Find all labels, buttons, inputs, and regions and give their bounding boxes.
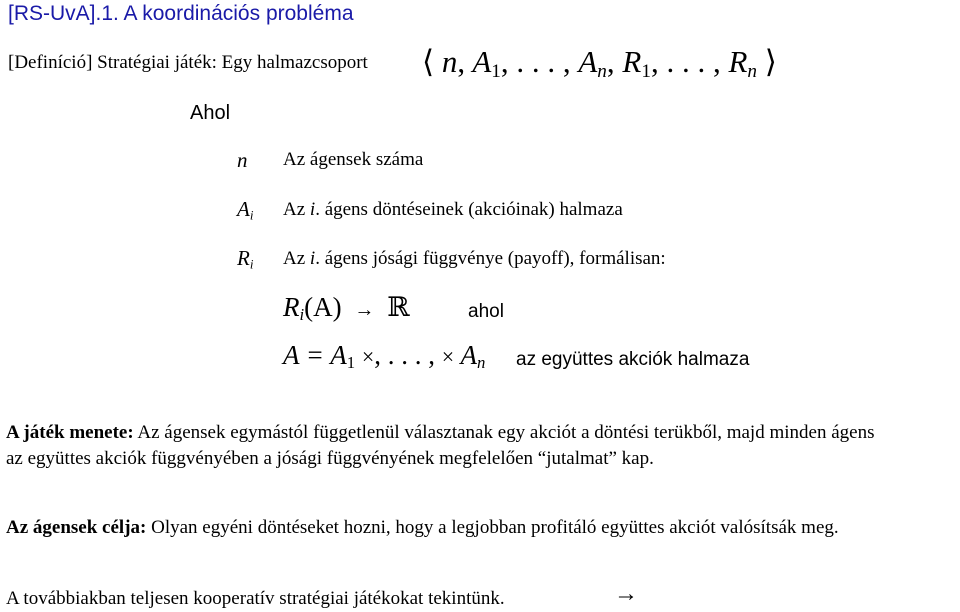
symbol-n: n <box>237 148 248 172</box>
joint-action-formula: $A = A_1$ ×, . . . , × $A_n$ <box>283 340 486 373</box>
strategic-game-tuple: ⟨ n, $A_1$, . . . , $A_n$, $R_1$, . . . , $R_n$ ⟩ <box>422 44 777 82</box>
symbol-n-description: Az ágensek száma <box>283 149 424 170</box>
game-flow-line-1: A játék menete: Az ágensek egymástól függetlenül választanak egy akciót a döntési terükből, majd minden ágens <box>6 422 875 443</box>
game-flow-line-2: az együttes akciók függvényében a jósági függvényének megfelelően “jutalmat” kap. <box>6 448 654 469</box>
joint-action-label: az együttes akciók halmaza <box>516 349 750 370</box>
goal-label: Az ágensek célja: <box>6 517 147 538</box>
symbol-r-i-description: Az i. ágens jósági függvénye (payoff), formálisan: <box>283 248 666 269</box>
page-title: [RS-UvA].1. A koordinációs probléma <box>8 2 354 25</box>
definition-row <box>8 52 368 74</box>
where-label: Ahol <box>190 102 231 124</box>
formula-ahol-label: ahol <box>468 301 504 322</box>
definition-label: [Definíció] <box>8 52 93 73</box>
definition-text: Stratégiai játék: Egy halmazcsoport <box>97 52 368 73</box>
symbol-a-i: $A_i$ <box>237 197 254 223</box>
symbol-a-i-description: Az i. ágens döntéseinek (akcióinak) halmaza <box>283 199 623 220</box>
next-arrow-icon[interactable]: → <box>614 581 638 607</box>
symbol-r-i: $R_i$ <box>237 246 254 272</box>
game-flow-label: A játék menete: <box>6 422 134 443</box>
goal-paragraph: Az ágensek célja: Olyan egyéni döntéseket hozni, hogy a legjobban profitáló együttes akciót valósítsák meg. <box>6 517 839 538</box>
footer-text: A továbbiakban teljesen kooperatív stratégiai játékokat tekintünk. <box>6 588 505 609</box>
payoff-formula: $R_i(A)$ → ℝ <box>283 292 410 325</box>
game-flow-paragraph <box>6 420 874 472</box>
